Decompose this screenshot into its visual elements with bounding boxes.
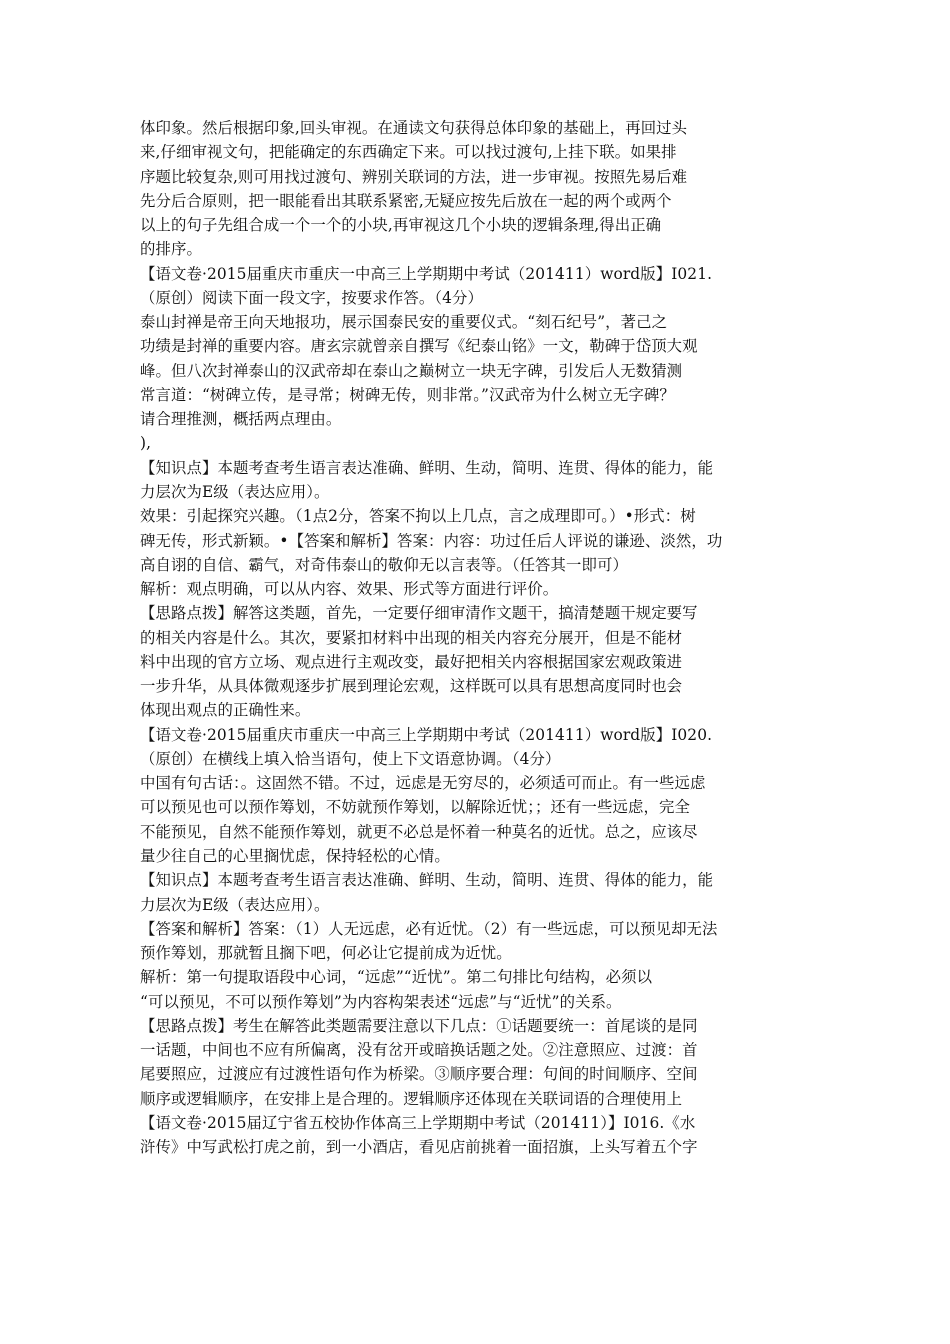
document-body [140, 116, 812, 1159]
source-heading: 【语文卷·2015届辽宁省五校协作体高三上学期期中考试（201411）】I016.《水 [140, 1113, 696, 1132]
text-line: 效果：引起探究兴趣。（1点2分，答案不拘以上几点，言之成理即可。）•形式：树 [140, 507, 696, 526]
text-line: 常言道：“树碑立传，是寻常；树碑无传，则非常。”汉武帝为什么树立无字碑？ [140, 385, 675, 404]
text-line: 力层次为E级（表达应用）。 [140, 482, 330, 501]
question-prompt: （原创）阅读下面一段文字，按要求作答。（4分） [140, 288, 483, 307]
text-line: “可以预见，不可以预作筹划”为内容构架表述“远虑”与“近忧”的关系。 [140, 992, 622, 1011]
text-line: 力层次为E级（表达应用）。 [140, 895, 330, 914]
text-line: 一步升华，从具体微观逐步扩展到理论宏观，这样既可以具有思想高度同时也会 [140, 677, 683, 696]
hint-line: 【思路点拨】解答这类题，首先，一定要仔细审清作文题干，搞清楚题干规定要写 [140, 604, 698, 623]
analysis-line: 解析：第一句提取语段中心词，“远虑”“近忧”。第二句排比句结构，必须以 [140, 968, 653, 987]
analysis-line: 解析：观点明确，可以从内容、效果、形式等方面进行评价。 [140, 580, 559, 599]
text-line: 顺序或逻辑顺序，在安排上是合理的。逻辑顺序还体现在关联词语的合理使用上 [140, 1089, 683, 1108]
text-line: 的相关内容是什么。其次，要紧扣材料中出现的相关内容充分展开，但是不能材 [140, 628, 683, 647]
source-heading: 【语文卷·2015届重庆市重庆一中高三上学期期中考试（201411）word版】I021. [140, 264, 713, 283]
knowledge-point: 【知识点】本题考查考生语言表达准确、鲜明、生动，简明、连贯、得体的能力，能 [140, 458, 714, 477]
text-line: 量少往自己的心里搁忧虑，保持轻松的心情。 [140, 846, 450, 865]
text-line: 浒传》中写武松打虎之前，到一小酒店，看见店前挑着一面招旗，上头写着五个字 [140, 1138, 698, 1157]
answer-line: 【答案和解析】答案：（1）人无远虑，必有近忧。（2）有一些远虑，可以预见却无法 [140, 919, 718, 938]
text-line: 预作筹划，那就暂且搁下吧，何必让它提前成为近忧。 [140, 944, 512, 963]
text-line: 以上的句子先组合成一个一个的小块,再审视这几个小块的逻辑条理,得出正确 [140, 216, 662, 235]
question-prompt: （原创）在横线上填入恰当语句，使上下文语意协调。（4分） [140, 749, 561, 768]
text-line: 料中出现的官方立场、观点进行主观改变，最好把相关内容根据国家宏观政策进 [140, 652, 683, 671]
text-line: 尾要照应，过渡应有过渡性语句作为桥梁。③顺序要合理：句间的时间顺序、空间 [140, 1065, 698, 1084]
text-line: 功绩是封禅的重要内容。唐玄宗就曾亲自撰写《纪泰山铭》一文，勒碑于岱顶大观 [140, 337, 698, 356]
text-line: 来,仔细审视文句，把能确定的东西确定下来。可以找过渡句,上挂下联。如果排 [140, 143, 677, 162]
text-line: 峰。但八次封禅泰山的汉武帝却在泰山之巅树立一块无字碑，引发后人无数猜测 [140, 361, 683, 380]
hint-line: 【思路点拨】考生在解答此类题需要注意以下几点：①话题要统一：首尾谈的是同 [140, 1016, 698, 1035]
text-line: 可以预见也可以预作筹划，不妨就预作筹划，以解除近忧；；还有一些远虑，完全 [140, 798, 690, 817]
text-line: 中国有句古话：。这固然不错。不过，远虑是无穷尽的，必须适可而止。有一些远虑 [140, 774, 706, 793]
text-line: 序题比较复杂,则可用找过渡句、辨别关联词的方法，进一步审视。按照先易后难 [140, 167, 688, 186]
text-line: 体现出观点的正确性来。 [140, 701, 311, 720]
text-line: 一话题，中间也不应有所偏离，没有岔开或暗换话题之处。②注意照应、过渡：首 [140, 1041, 698, 1060]
knowledge-point: 【知识点】本题考查考生语言表达准确、鲜明、生动，简明、连贯、得体的能力，能 [140, 871, 714, 890]
text-line: 请合理推测，概括两点理由。 [140, 410, 342, 429]
text-line: 的排序。 [140, 240, 202, 259]
text-line: 高自诩的自信、霸气，对奇伟泰山的敬仰无以言表等。（任答其一即可） [140, 555, 629, 574]
source-heading: 【语文卷·2015届重庆市重庆一中高三上学期期中考试（201411）word版】I020. [140, 725, 713, 744]
answer-line: 碑无传，形式新颖。•【答案和解析】答案：内容：功过任后人评说的谦逊、淡然，功 [140, 531, 723, 550]
text-line: 泰山封禅是帝王向天地报功，展示国泰民安的重要仪式。“刻石纪号”，著己之 [140, 313, 668, 332]
text-line: 体印象。然后根据印象,回头审视。在通读文句获得总体印象的基础上，再回过头 [140, 119, 688, 137]
text-line: 先分后合原则，把一眼能看出其联系紧密,无疑应按先后放在一起的两个或两个 [140, 191, 672, 210]
text-line: ), [140, 434, 152, 453]
text-line: 不能预见，自然不能预作筹划，就更不必总是怀着一种莫名的近忧。总之，应该尽 [140, 822, 698, 841]
